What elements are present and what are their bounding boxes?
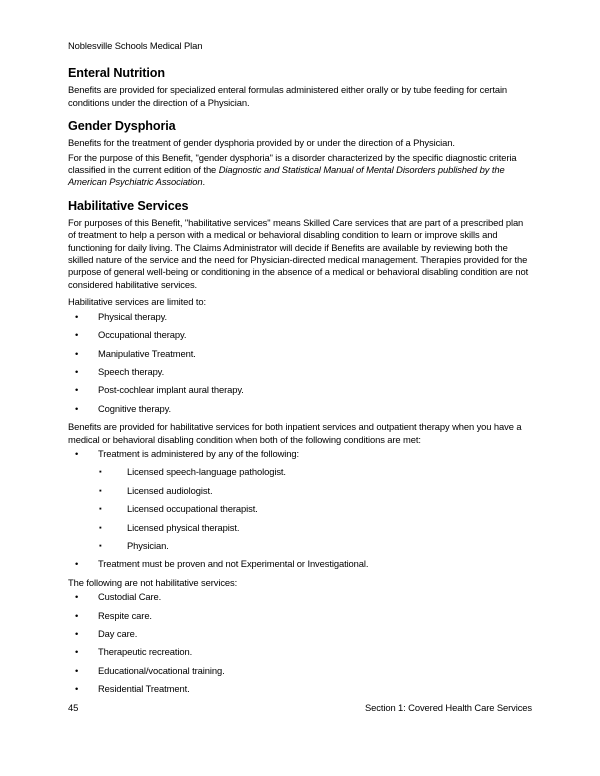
list-item-text: Day care. xyxy=(98,628,138,639)
page-header-title: Noblesville Schools Medical Plan xyxy=(68,40,203,51)
square-bullet-icon: ▪ xyxy=(99,504,102,514)
list-item-text: Licensed audiologist. xyxy=(127,484,213,496)
enteral-nutrition-heading: Enteral Nutrition xyxy=(68,66,165,81)
square-bullet-icon: ▪ xyxy=(99,467,102,477)
list-item-text: Speech therapy. xyxy=(98,365,165,377)
sub-list-item xyxy=(68,466,532,478)
round-bullet-icon: • xyxy=(75,664,79,676)
list-item-text: Licensed occupational therapist. xyxy=(127,503,258,515)
list-item-text: Licensed speech-language pathologist. xyxy=(127,466,286,478)
gender-dysphoria-heading: Gender Dysphoria xyxy=(68,119,176,134)
round-bullet-icon: • xyxy=(75,628,79,639)
round-bullet-icon: • xyxy=(75,447,79,459)
round-bullet-icon: • xyxy=(75,365,79,377)
limited-services-list xyxy=(68,311,532,415)
round-bullet-icon: • xyxy=(75,646,79,658)
not-habilitative-intro: The following are not habilitative services: xyxy=(68,576,238,588)
paragraph-text: . xyxy=(202,176,206,188)
list-item-text: Treatment must be proven and not Experimental or Investigational. xyxy=(98,558,369,570)
list-item xyxy=(68,683,532,695)
square-bullet-icon: ▪ xyxy=(99,485,102,495)
list-item xyxy=(68,384,532,396)
sub-list-item xyxy=(68,540,532,552)
list-item-text: Therapeutic recreation. xyxy=(98,646,193,658)
list-item xyxy=(68,348,532,360)
not-habilitative-list xyxy=(68,591,532,695)
round-bullet-icon: • xyxy=(75,591,79,603)
paragraph-text: For the purpose of this Benefit, "gender dysphoria" is a disorder characterized by the specific diagnostic criteria classified in the current edition of the xyxy=(68,151,517,176)
page-number: 45 xyxy=(68,701,79,713)
round-bullet-icon: • xyxy=(75,329,79,341)
page-footer xyxy=(68,702,532,714)
conditions-list xyxy=(68,448,532,460)
list-item-text: Licensed physical therapist. xyxy=(127,521,240,533)
list-item xyxy=(68,558,532,570)
list-item xyxy=(68,311,532,323)
gender-dysphoria-paragraph-2 xyxy=(68,152,532,189)
list-item-text: Manipulative Treatment. xyxy=(98,347,196,359)
gender-dysphoria-paragraph-1: Benefits for the treatment of gender dysphoria provided by or under the direction of a Physician. xyxy=(68,137,455,149)
enteral-nutrition-paragraph: Benefits are provided for specialized enteral formulas administered either orally or by tube feeding for certain conditions under the direction of a Physician. xyxy=(68,84,508,108)
round-bullet-icon: • xyxy=(75,347,79,359)
sub-list-item xyxy=(68,522,532,534)
list-item-text: Residential Treatment. xyxy=(98,683,190,695)
list-item xyxy=(68,448,532,460)
round-bullet-icon: • xyxy=(75,683,79,695)
sub-list-item xyxy=(68,503,532,515)
section-habilitative-services xyxy=(68,199,532,696)
list-item xyxy=(68,403,532,415)
list-item xyxy=(68,628,532,640)
section-gender-dysphoria xyxy=(68,119,532,189)
list-item-text: Physical therapy. xyxy=(98,310,167,322)
list-item xyxy=(68,646,532,658)
round-bullet-icon: • xyxy=(75,609,79,621)
section-enteral-nutrition xyxy=(68,66,532,109)
habilitative-services-heading: Habilitative Services xyxy=(68,198,189,213)
habilitative-definition-paragraph: For purposes of this Benefit, "habilitative services" means Skilled Care services that are part of a prescribed plan of treatment to help a person with a medical or behavioral disabling condition to learn or improve skills and functioning for daily living. The Claims Administrator will decide if Benefits are available by reviewing both the skilled nature of the service and the need for Physician-directed medical management. Therapies provided for the purpose of general well-being or conditioning in the absence of a medical or behavioral disabling condition are not considered habilitative services. xyxy=(68,216,529,290)
square-bullet-icon: ▪ xyxy=(99,540,102,550)
list-item-text: Educational/vocational training. xyxy=(98,664,225,676)
list-item xyxy=(68,665,532,677)
providers-list xyxy=(68,466,532,552)
footer-section-label: Section 1: Covered Health Care Services xyxy=(364,701,532,713)
square-bullet-icon: ▪ xyxy=(99,522,102,532)
sub-list-item xyxy=(68,485,532,497)
manual-citation-italic: Diagnostic and Statistical Manual of Mental Disorders published by the American Psychiatric Association xyxy=(68,164,505,188)
round-bullet-icon: • xyxy=(75,558,79,570)
list-item-text: Post-cochlear implant aural therapy. xyxy=(98,384,244,396)
list-item-text: Physician. xyxy=(127,539,169,551)
round-bullet-icon: • xyxy=(75,384,79,396)
list-item-text: Respite care. xyxy=(98,609,152,621)
list-item-text: Treatment is administered by any of the following: xyxy=(98,447,300,459)
conditions-intro: Benefits are provided for habilitative services for both inpatient services and outpatient therapy when you have a medical or behavioral disabling condition when both of the following conditions are met: xyxy=(68,421,522,445)
list-item-text: Occupational therapy. xyxy=(98,329,187,341)
list-item-text: Cognitive therapy. xyxy=(98,402,172,414)
list-item xyxy=(68,591,532,603)
limited-intro: Habilitative services are limited to: xyxy=(68,296,207,308)
list-item-text: Custodial Care. xyxy=(98,591,162,603)
list-item xyxy=(68,366,532,378)
list-item xyxy=(68,610,532,622)
list-item xyxy=(68,329,532,341)
conditions-list-continued xyxy=(68,558,532,570)
round-bullet-icon: • xyxy=(75,402,79,414)
round-bullet-icon: • xyxy=(75,310,79,322)
